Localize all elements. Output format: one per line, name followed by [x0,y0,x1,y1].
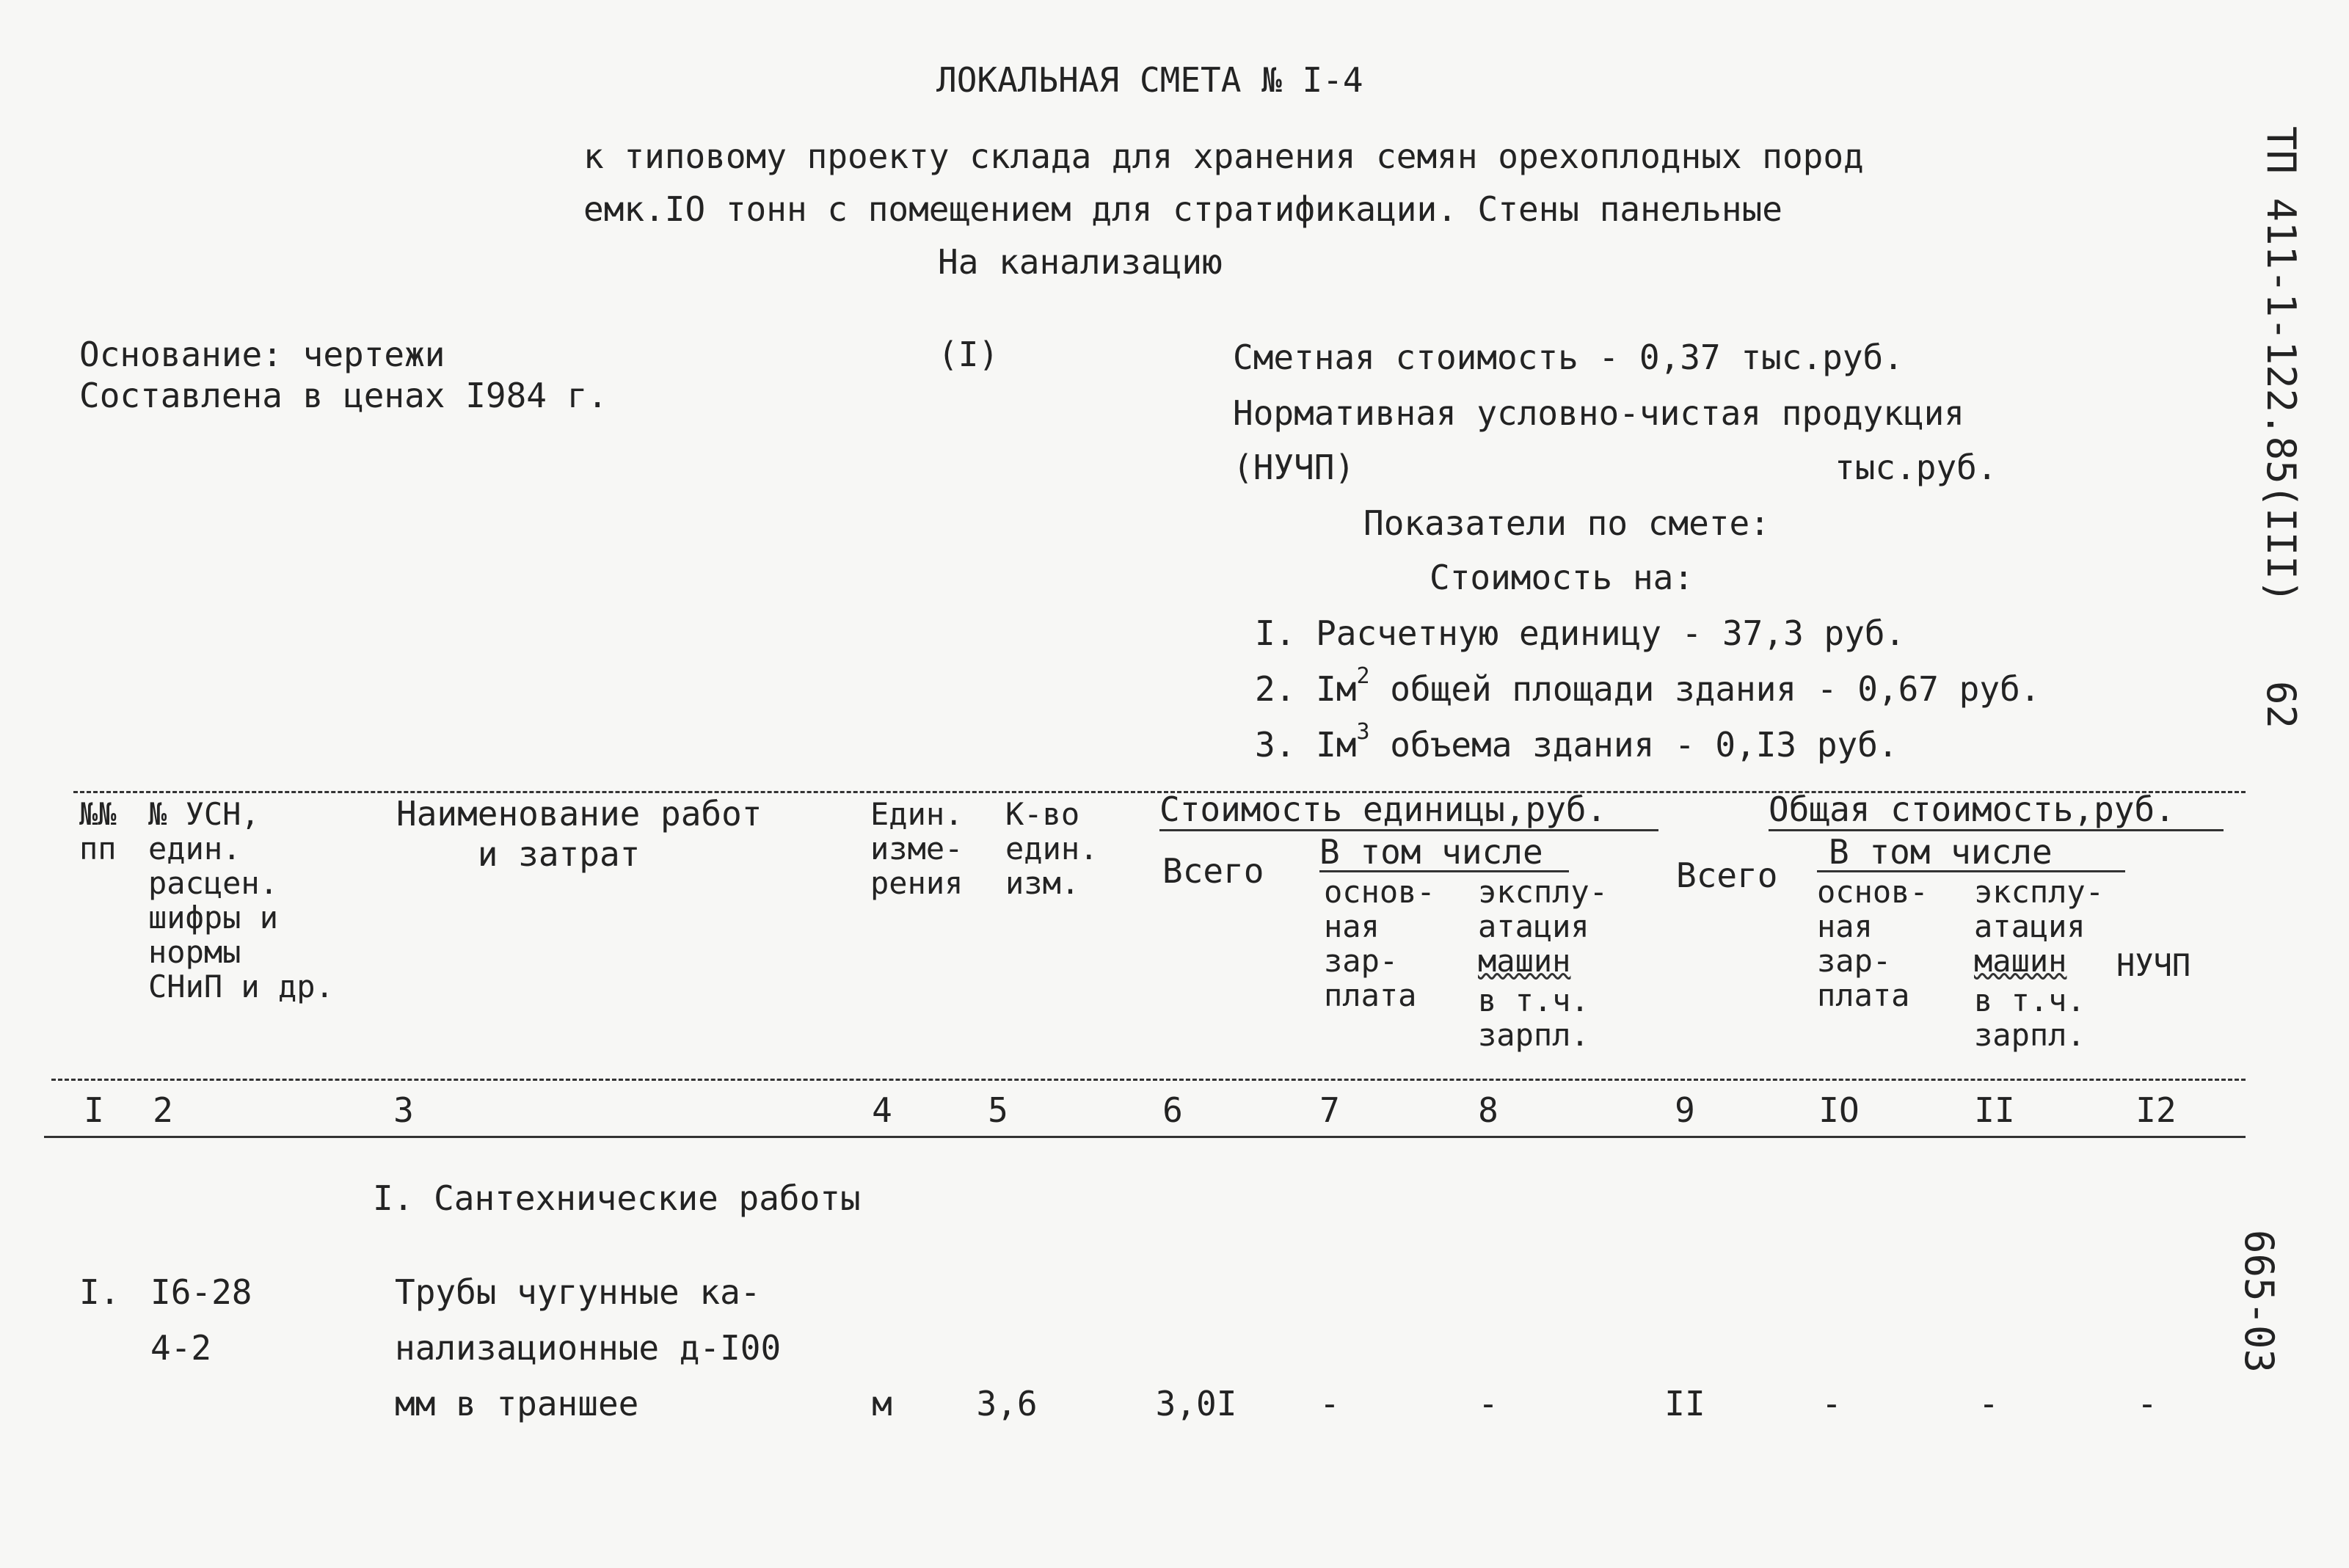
row-name-line-2: нализационные д-I00 [395,1328,782,1368]
header-num: №№ пп [79,796,117,867]
header-name: Наименование работ и затрат [396,794,762,875]
row-total: II [1664,1384,1705,1423]
indicator-1 [1255,613,1905,654]
column-number: 6 [1162,1090,1183,1130]
column-number: I2 [2135,1090,2177,1130]
row-code-1: I6-28 [150,1272,252,1312]
project-code: ТП 411-1-122.85(III) [2258,126,2304,604]
indicator-text: Расчетную единицу - 37,3 руб. [1316,613,1906,653]
prices-label: Составлена в ценах I984 г. [79,376,608,415]
subtitle-line-3: На канализацию [938,242,1223,282]
nuchp-unit: тыс.руб. [1835,448,1997,487]
header-usn: № УСН, един. расцен. шифры и нормы СНиП и др. [148,796,334,1005]
estimate-cost: Сметная стоимость - 0,37 тыс.руб. [1233,338,1904,377]
indicator-3 [1255,719,1898,765]
header-unit-incl: В том числе [1319,832,1543,872]
header-unit-cost: Стоимость единицы,руб. [1159,790,1607,829]
header-unit: Един. изме- рения [870,796,964,902]
row-total-machines: - [1978,1384,1999,1423]
indicator-num: I. [1255,613,1296,653]
column-number: IO [1818,1090,1860,1130]
indicator-text-rest: объема здания - 0,I3 руб. [1369,725,1898,765]
column-number: 5 [988,1090,1008,1130]
header-total-incl: В том числе [1829,832,2053,872]
indicator-superscript: 3 [1356,719,1370,745]
header-unit-incl-underline [1319,870,1569,872]
sheet-code: 665-03 [2236,1230,2282,1374]
row-qty: 3,6 [976,1384,1038,1423]
column-number: 4 [872,1090,892,1130]
indicators-title: Показатели по смете: [1363,503,1770,543]
basis-label: Основание: чертежи [79,335,445,374]
indicator-superscript: 2 [1356,663,1370,689]
indicator-text: Iм [1316,725,1357,765]
row-code-2: 4-2 [150,1328,212,1368]
column-number: II [1974,1090,2015,1130]
column-number: 8 [1478,1090,1498,1130]
subtitle-line-1: к типовому проекту склада для хранения семян орехоплодных пород [583,136,1864,176]
row-name-line-3: мм в траншее [395,1384,639,1423]
header-total-cost: Общая стоимость,руб. [1769,790,2175,829]
nuchp-line-1: Нормативная условно-чистая продукция [1233,393,1964,433]
document-title: ЛОКАЛЬНАЯ СМЕТА № I-4 [936,60,1363,100]
header-total-cost-underline [1769,829,2224,831]
header-nuchp: НУЧП [2116,947,2191,983]
header-total-incl-underline [1817,870,2125,872]
row-unit-machines: - [1478,1384,1498,1423]
header-unit-machines: эксплу- атация [1478,874,1609,945]
header-total-machines-salary: в т.ч. зарпл. [1974,982,2086,1054]
subtitle-line-2: емк.IO тонн с помещением для стратификации. Стены панельные [583,189,1782,229]
header-bottom-line [51,1079,2246,1081]
row-nuchp: - [2137,1384,2157,1423]
header-total-machines-word: машин [1974,943,2067,979]
row-unit-total: 3,0I [1155,1384,1237,1423]
header-unit-salary: основ- ная зар- плата [1324,874,1435,1014]
header-total-machines: эксплу- атация [1974,874,2105,945]
row-num: I. [79,1272,120,1312]
header-unit-machines-word: машин [1478,943,1571,979]
section-title: I. Сантехнические работы [373,1178,861,1218]
nuchp-abbr: (НУЧП) [1233,448,1355,487]
page-number: 62 [2258,681,2304,729]
header-qty: К-во един. изм. [1005,796,1099,902]
row-unit-salary: - [1319,1384,1340,1423]
header-unit-all: Всего [1162,851,1264,891]
column-number: 2 [153,1090,173,1130]
header-total-all: Всего [1676,856,1778,895]
indicator-text: Iм [1316,669,1357,709]
indicator-num: 3. [1255,725,1296,765]
row-name-line-1: Трубы чугунные ка- [395,1272,761,1312]
column-numbers-line [44,1136,2246,1138]
indicator-2 [1255,663,2041,710]
column-number: 3 [393,1090,414,1130]
header-unit-machines-salary: в т.ч. зарпл. [1478,982,1589,1054]
indicator-num: 2. [1255,669,1296,709]
header-unit-cost-underline [1159,829,1658,831]
column-number: I [84,1090,104,1130]
column-number: 7 [1319,1090,1340,1130]
indicator-text-rest: общей площади здания - 0,67 руб. [1369,669,2041,709]
column-number: 9 [1675,1090,1695,1130]
row-unit: м [872,1384,892,1423]
header-total-salary: основ- ная зар- плата [1817,874,1929,1014]
cost-per-title: Стоимость на: [1430,558,1694,597]
volume-marker: (I) [938,335,999,374]
row-total-salary: - [1821,1384,1842,1423]
